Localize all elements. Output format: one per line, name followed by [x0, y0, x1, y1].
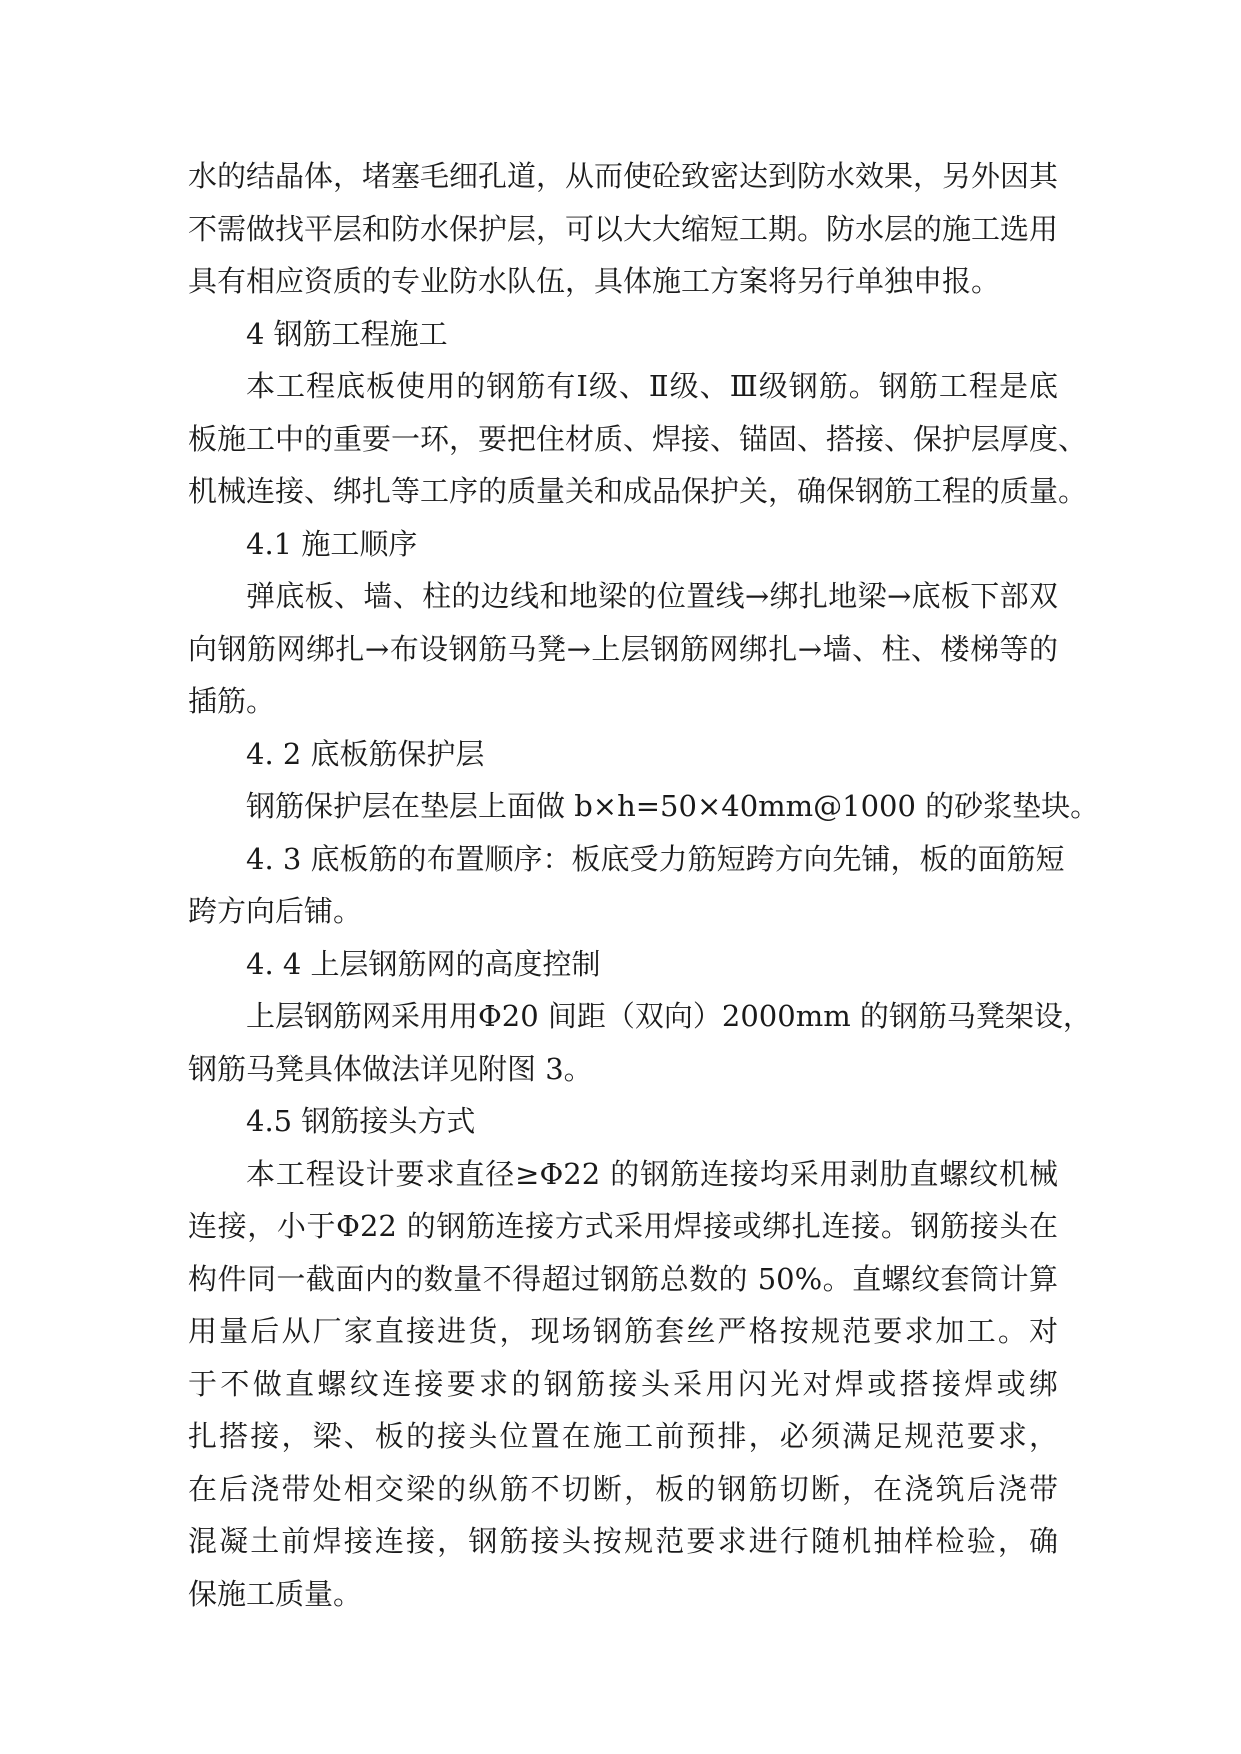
body-text-line: 扎搭接，梁、板的接头位置在施工前预排，必须满足规范要求，	[188, 1419, 1058, 1453]
body-text-line: 用量后从厂家直接进货，现场钢筋套丝严格按规范要求加工。对	[188, 1314, 1058, 1348]
body-text-line: 具有相应资质的专业防水队伍，具体施工方案将另行单独申报。	[188, 264, 1001, 298]
paragraph-first-line: 弹底板、墙、柱的边线和地梁的位置线→绑扎地梁→底板下部双	[246, 579, 1058, 613]
section-heading-4-4: 4. 4 上层钢筋网的高度控制	[246, 946, 601, 981]
body-text-line: 不需做找平层和防水保护层，可以大大缩短工期。防水层的施工选用	[188, 211, 1059, 246]
section-heading-4: 4 钢筋工程施工	[246, 316, 448, 351]
body-text-line: 连接，小于Φ22 的钢筋连接方式采用焊接或绑扎连接。钢筋接头在	[188, 1209, 1058, 1243]
body-text-line: 插筋。	[188, 684, 276, 718]
body-text-line: 跨方向后铺。	[188, 894, 363, 928]
body-text-line: 机械连接、绑扎等工序的质量关和成品保护关，确保钢筋工程的质量。	[188, 474, 1088, 508]
body-text-line: 在后浇带处相交梁的纵筋不切断，板的钢筋切断，在浇筑后浇带	[188, 1471, 1058, 1506]
paragraph-first-line: 上层钢筋网采用用Φ20 间距（双向）2000mm 的钢筋马凳架设，	[246, 999, 1092, 1033]
paragraph-first-line: 本工程底板使用的钢筋有Ⅰ级、Ⅱ级、Ⅲ级钢筋。钢筋工程是底	[246, 369, 1058, 403]
body-text-line: 混凝土前焊接连接，钢筋接头按规范要求进行随机抽样检验，确	[188, 1524, 1058, 1558]
section-heading-4-2: 4. 2 底板筋保护层	[246, 736, 485, 771]
body-text-line: 板施工中的重要一环，要把住材质、焊接、锚固、搭接、保护层厚度、	[188, 421, 1088, 456]
body-text-line: 水的结晶体，堵塞毛细孔道，从而使砼致密达到防水效果，另外因其	[188, 159, 1059, 193]
section-heading-4-3: 4. 3 底板筋的布置顺序：板底受力筋短跨方向先铺，板的面筋短	[246, 841, 1065, 876]
paragraph-first-line: 钢筋保护层在垫层上面做 b×h=50×40mm@1000 的砂浆垫块。	[246, 789, 1100, 823]
body-text-line: 钢筋马凳具体做法详见附图 3。	[188, 1051, 593, 1086]
body-text-line: 向钢筋网绑扎→布设钢筋马凳→上层钢筋网绑扎→墙、柱、楼梯等的	[188, 631, 1058, 666]
document-page	[188, 150, 1100, 1620]
body-text-line: 构件同一截面内的数量不得超过钢筋总数的 50%。直螺纹套筒计算	[188, 1261, 1058, 1296]
section-heading-4-5: 4.5 钢筋接头方式	[246, 1104, 476, 1138]
section-heading-4-1: 4.1 施工顺序	[246, 526, 418, 561]
paragraph-first-line: 本工程设计要求直径≥Φ22 的钢筋连接均采用剥肋直螺纹机械	[246, 1156, 1058, 1191]
body-text-line: 保施工质量。	[188, 1576, 363, 1611]
body-text-line: 于不做直螺纹连接要求的钢筋接头采用闪光对焊或搭接焊或绑	[188, 1366, 1058, 1401]
